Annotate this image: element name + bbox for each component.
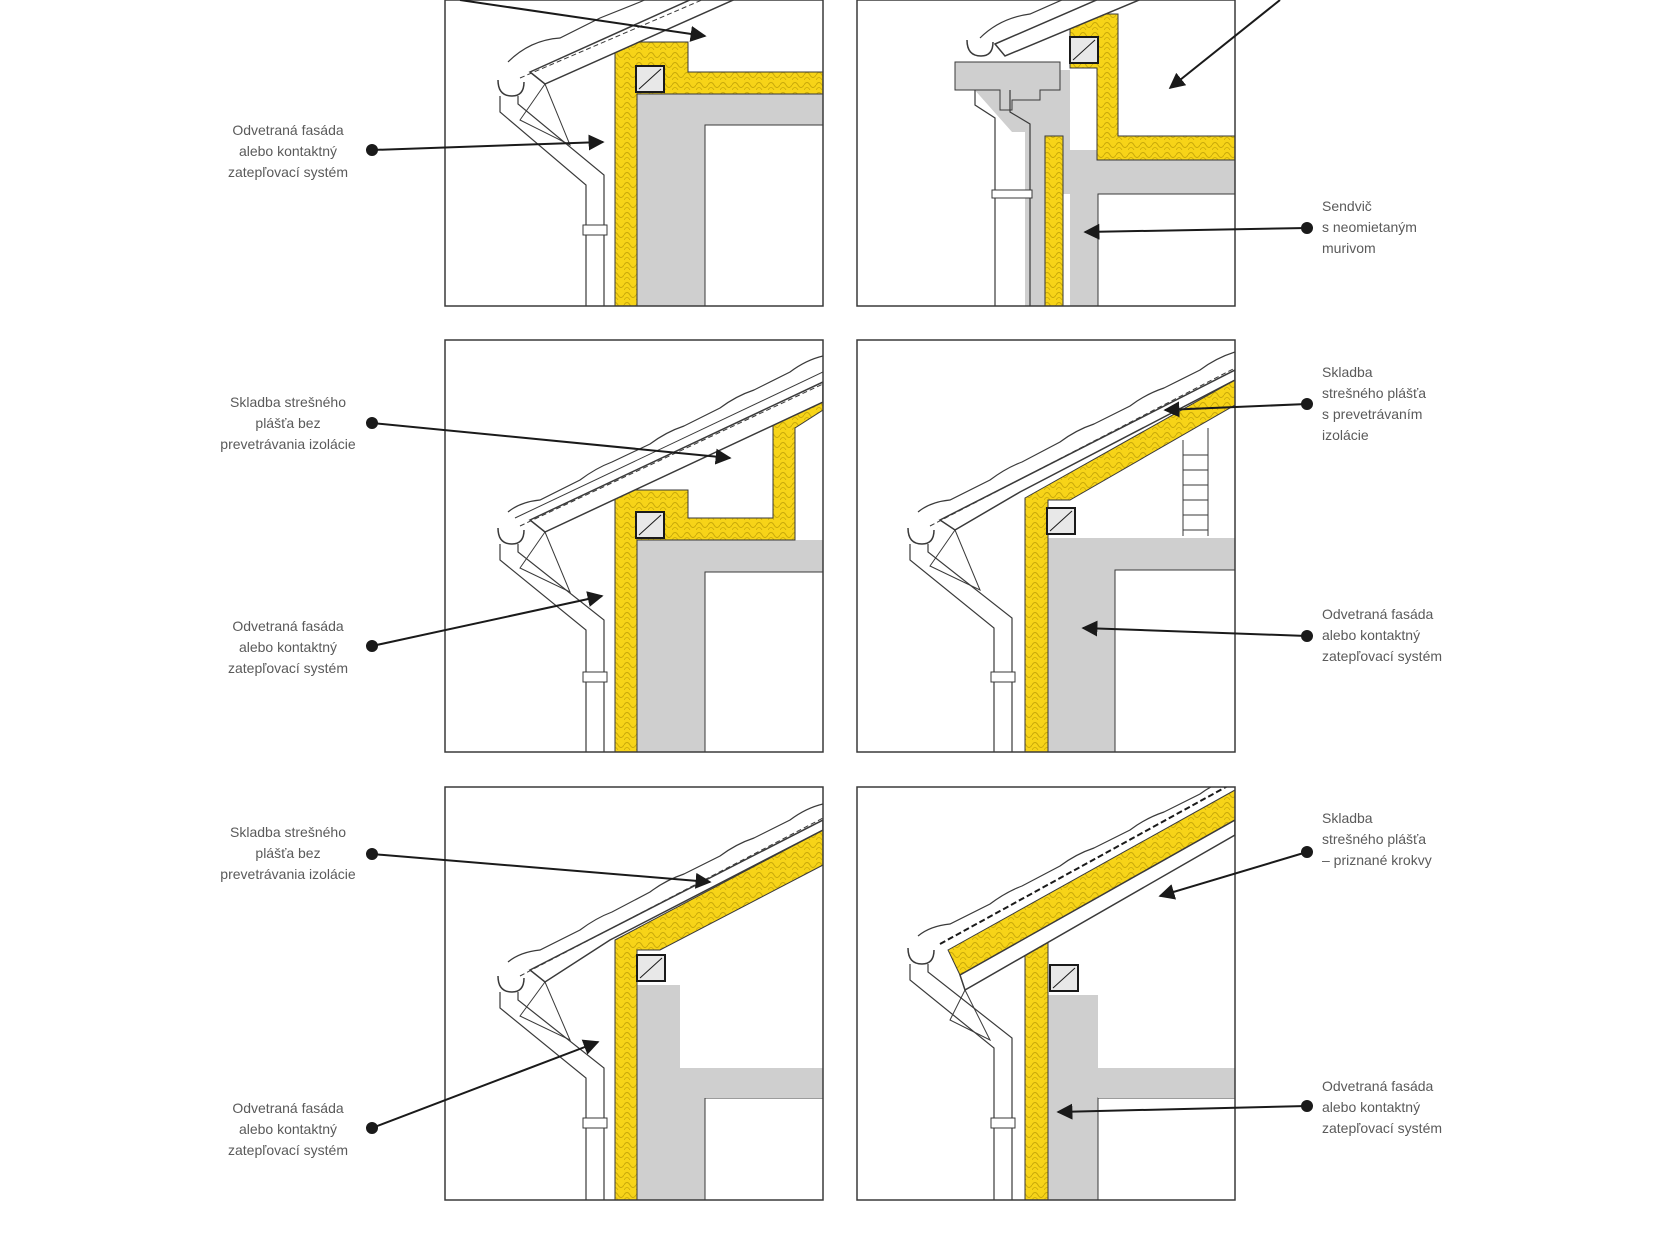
label-roof-ventilated xyxy=(1322,362,1492,446)
panel-attic-floor-cornice xyxy=(857,0,1235,306)
label-line: izolácie xyxy=(1322,427,1369,443)
label-facade-3 xyxy=(1322,604,1492,667)
leader-arrow-facade-4 xyxy=(367,1042,598,1133)
label-line: strešného plášťa xyxy=(1322,385,1427,401)
label-line: alebo kontaktný xyxy=(238,1121,338,1137)
panel-stepped-knee-wall xyxy=(445,340,823,752)
label-line: Odvetraná fasáda xyxy=(232,122,344,138)
label-facade-2 xyxy=(198,616,378,679)
label-roof-unventilated-1 xyxy=(198,392,378,455)
leader-arrow-roof-unventilated-2 xyxy=(367,849,710,882)
label-line: prevetrávania izolácie xyxy=(220,436,356,452)
label-sandwich-wall xyxy=(1322,196,1492,259)
label-line: zatepľovací systém xyxy=(227,660,349,676)
leader-arrow-roof-unventilated-1 xyxy=(367,418,730,458)
leader-arrow-top-right-attic xyxy=(1170,0,1280,88)
label-line: Sendvič xyxy=(1322,198,1372,214)
label-line: zatepľovací systém xyxy=(227,1142,349,1158)
label-line: Odvetraná fasáda xyxy=(232,618,344,634)
label-facade-5 xyxy=(1322,1076,1492,1139)
label-line: alebo kontaktný xyxy=(238,143,338,159)
panel-ventilated-roof xyxy=(857,340,1235,752)
label-line: zatepľovací systém xyxy=(1322,1120,1443,1136)
label-line: Odvetraná fasáda xyxy=(232,1100,344,1116)
label-roof-unventilated-2 xyxy=(198,822,378,885)
label-line: Skladba strešného xyxy=(230,824,346,840)
label-line: strešného plášťa xyxy=(1322,831,1427,847)
label-line: Skladba xyxy=(1322,364,1373,380)
label-facade-1 xyxy=(198,120,378,183)
label-line: alebo kontaktný xyxy=(238,639,338,655)
label-line: Odvetraná fasáda xyxy=(1322,1078,1434,1094)
label-line: plášťa bez xyxy=(255,415,321,431)
label-line: Skladba strešného xyxy=(230,394,346,410)
label-line: zatepľovací systém xyxy=(1322,648,1443,664)
leader-arrow-facade-2 xyxy=(367,596,602,651)
label-line: s neomietaným xyxy=(1322,219,1417,235)
label-line: murivom xyxy=(1322,240,1376,256)
label-line: alebo kontaktný xyxy=(1322,1099,1421,1115)
label-line: Odvetraná fasáda xyxy=(1322,606,1434,622)
label-line: – priznané krokvy xyxy=(1322,852,1432,868)
label-line: plášťa bez xyxy=(255,845,321,861)
label-line: s prevetrávaním xyxy=(1322,406,1423,422)
label-line: prevetrávania izolácie xyxy=(220,866,356,882)
leader-arrow-facade-1 xyxy=(367,142,603,155)
label-line: zatepľovací systém xyxy=(227,164,349,180)
panel-exposed-rafters xyxy=(857,778,1235,1200)
label-exposed-rafters xyxy=(1322,808,1492,871)
label-facade-4 xyxy=(198,1098,378,1161)
panel-unventilated-roof xyxy=(445,787,823,1200)
label-line: Skladba xyxy=(1322,810,1373,826)
label-line: alebo kontaktný xyxy=(1322,627,1421,643)
panel-attic-floor-eaves xyxy=(445,0,823,306)
